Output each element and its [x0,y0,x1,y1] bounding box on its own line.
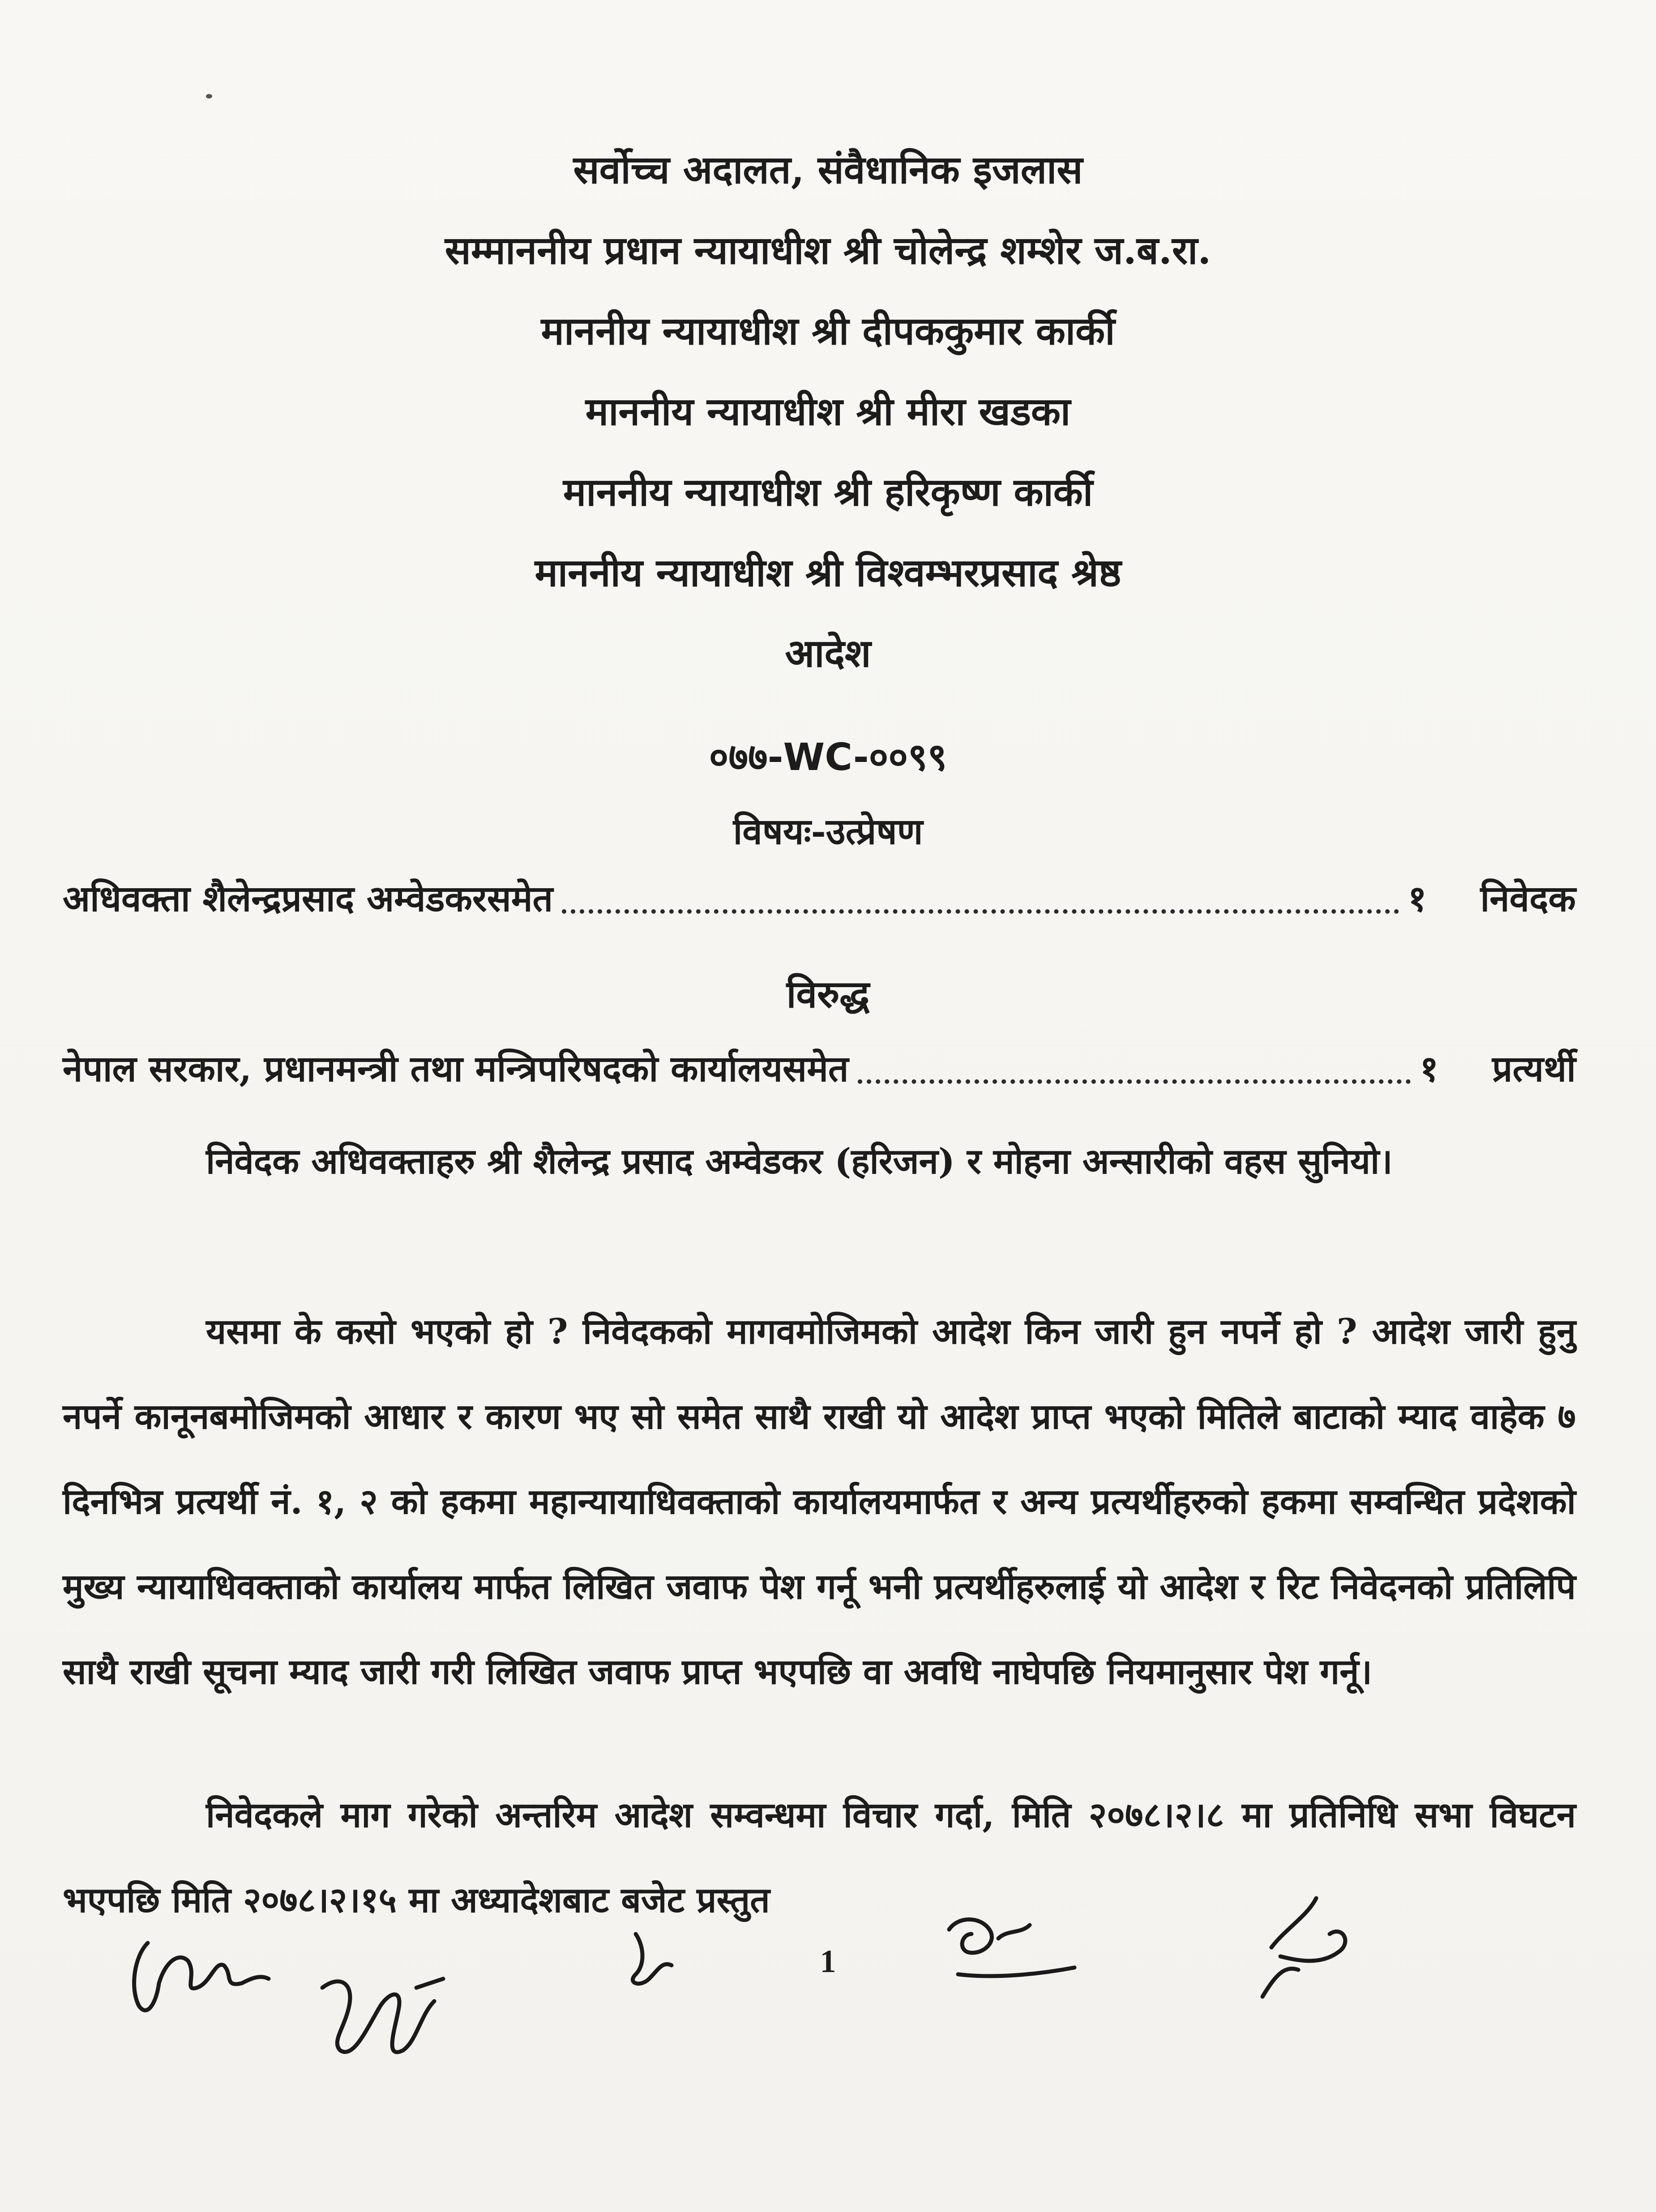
petitioner-line [63,873,1576,922]
petitioner-name: अधिवक्ता शैलेन्द्रप्रसाद अम्वेडकरसमेत [63,877,553,920]
signature-2 [322,1979,443,2052]
leader-dots [858,1075,1411,1084]
page-number: 1 [820,1943,836,1979]
leader-dots [562,905,1399,914]
case-subject: विषयः-उत्प्रेषण [733,810,923,852]
petitioner-role: निवेदक [1480,877,1576,920]
respondent-count: १ [1420,1048,1439,1090]
justice-2: माननीय न्यायाधीश श्री मीरा खडका [585,389,1071,434]
order-title: आदेश [785,631,871,676]
chief-justice: सम्माननीय प्रधान न्यायाधीश श्री चोलेन्द्र शम्शेर ज.ब.रा. [445,228,1211,273]
court-header [0,148,1656,712]
case-number: ०७७-WC-००९९ [709,735,947,779]
respondent-line [63,1043,1576,1092]
respondent-name: नेपाल सरकार, प्रधानमन्त्री तथा मन्त्रिपरिषदको कार्यालयसमेत [63,1048,849,1090]
paragraph-interim-order: निवेदकले माग गरेको अन्तरिम आदेश सम्वन्धमा विचार गर्दा, मिति २०७८।२।८ मा प्रतिनिधि सभा विघटन भएपछि मिति २०७८।२।१५ मा अध्यादेशबाट बजेट प्रस्तुत [63,1795,1576,1921]
respondent-role: प्रत्यर्थी [1492,1048,1576,1090]
court-name: सर्वोच्च अदालत, संवैधानिक इजलास [573,147,1083,193]
paragraph-show-cause: यसमा के कसो भएको हो ? निवेदकको मागवमोजिमको आदेश किन जारी हुन नपर्ने हो ? आदेश जारी हुनु नपर्ने कानूनबमोजिमको आधार र कारण भए सो समेत साथै राखी यो आदेश प्राप्त भएको मितिले बाटाको म्याद वाहेक ७ दिनभित्र प्रत्यर्थी नं. १, २ को हकमा महान्यायाधिवक्ताको कार्यालयमार्फत र अन्य प्रत्यर्थीहरुको हकमा सम्वन्धित प्रदेशको मुख्य न्यायाधिवक्ताको कार्यालय मार्फत लिखित जवाफ पेश गर्नू भनी प्रत्यर्थीहरुलाई यो आदेश र रिट निवेदनको प्रतिलिपि साथै राखी सूचना म्याद जारी गरी लिखित जवाफ प्राप्त भएपछि वा अवधि नाघेपछि नियमानुसार पेश गर्नू। [63,1311,1576,1692]
petitioner-count: १ [1408,877,1427,920]
scan-speck [206,94,212,98]
judge-signatures [0,1871,1656,2122]
justice-3: माननीय न्यायाधीश श्री हरिकृष्ण कार्की [563,470,1093,515]
justice-1: माननीय न्यायाधीश श्री दीपककुमार कार्की [541,308,1115,354]
versus-label: विरुद्ध [786,972,870,1016]
paragraph-hearing: निवेदक अधिवक्ताहरु श्री शैलेन्द्र प्रसाद अम्वेडकर (हरिजन) र मोहना अन्सारीको वहस सुनियो। [206,1141,1393,1182]
justice-4: माननीय न्यायाधीश श्री विश्वम्भरप्रसाद श्रेष्ठ [535,550,1121,595]
